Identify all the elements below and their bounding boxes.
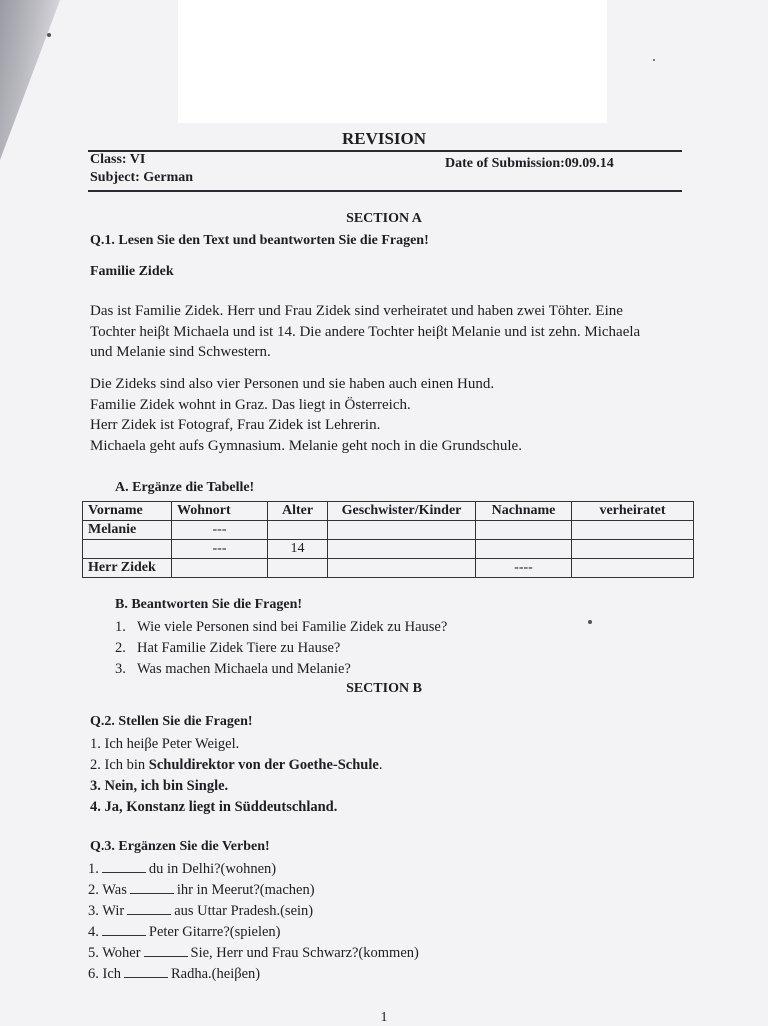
item-prefix: 5. Woher [88, 945, 141, 961]
paragraph-line: Die Zideks sind also vier Personen und sie haben auch einen Hund. [90, 376, 495, 392]
list-item [90, 734, 382, 755]
table-cell: ---- [476, 559, 572, 578]
fill-in-table [82, 501, 694, 578]
table-cell: --- [172, 521, 268, 540]
list-number: 2. [90, 757, 101, 773]
table-cell: 14 [268, 540, 328, 559]
q1-title: Q.1. Lesen Sie den Text und beantworten Sie die Fragen! [90, 233, 429, 248]
paragraph-line: Michaela geht aufs Gymnasium. Melanie geht noch in die Grundschule. [90, 437, 522, 454]
list-item [88, 922, 419, 943]
table-header-row [83, 502, 694, 521]
list-item [90, 776, 382, 797]
table-cell [268, 521, 328, 540]
table-header: Nachname [476, 502, 572, 521]
list-item [90, 755, 382, 776]
table-cell [572, 540, 694, 559]
paragraph-line: Das ist Familie Zidek. Herr und Frau Zidek sind verheiratet und haben zwei Töhter. Eine [90, 303, 623, 319]
part-b-questions [115, 617, 447, 680]
list-number: 1. [90, 736, 101, 752]
table-header: Alter [268, 502, 328, 521]
submission-date: Date of Submission:09.09.14 [445, 156, 614, 171]
subject-label: Subject: German [90, 170, 194, 185]
scan-speck [588, 620, 592, 624]
paragraph-line: Tochter heiβt Michaela und ist 14. Die andere Tochter heiβt Melanie und ist zehn. Michaela [90, 323, 641, 340]
answer-blank[interactable] [144, 944, 188, 957]
item-suffix: du in Delhi?(wohnen) [148, 861, 277, 877]
list-number: 3. [90, 778, 101, 794]
item-text: . [378, 757, 383, 773]
question-text: Was machen Michaela und Melanie? [137, 661, 351, 677]
item-text: Ich bin [104, 757, 149, 773]
item-text-bold: Nein, ich bin Single. [104, 778, 229, 794]
table-cell [328, 559, 476, 578]
list-number: 4. [90, 799, 101, 815]
header-rule-bottom [88, 190, 682, 192]
table-cell [476, 521, 572, 540]
table-cell: --- [172, 540, 268, 559]
list-item [90, 797, 382, 818]
redacted-area [178, 0, 607, 123]
list-number: 1. [115, 619, 126, 635]
table-cell [328, 540, 476, 559]
list-item [115, 617, 447, 638]
item-suffix: ihr in Meerut?(machen) [176, 882, 315, 898]
table-cell [83, 540, 172, 559]
list-number: 2. [115, 640, 126, 656]
item-suffix: Peter Gitarre?(spielen) [148, 924, 281, 940]
list-item [115, 659, 447, 680]
q3-items [88, 859, 419, 985]
table-cell [328, 521, 476, 540]
page-title: REVISION [341, 129, 427, 148]
table-cell [268, 559, 328, 578]
answer-blank[interactable] [102, 923, 146, 936]
list-item [88, 943, 419, 964]
item-suffix: aus Uttar Pradesh.(sein) [174, 903, 314, 919]
paragraph-line: Familie Zidek wohnt in Graz. Das liegt in Österreich. [90, 396, 411, 413]
question-text: Hat Familie Zidek Tiere zu Hause? [137, 640, 341, 656]
list-item [115, 638, 447, 659]
class-label: Class: VI [90, 152, 146, 167]
table-row [83, 521, 694, 540]
header-rule-top [88, 150, 682, 152]
section-b-heading: SECTION B [346, 681, 422, 696]
item-prefix: 1. [88, 861, 99, 877]
table-cell [172, 559, 268, 578]
table-header: Geschwister/Kinder [328, 502, 476, 521]
table-row [83, 540, 694, 559]
table-cell [476, 540, 572, 559]
q3-title: Q.3. Ergänzen Sie die Verben! [90, 839, 270, 854]
item-text-bold: Ja, Konstanz liegt in Süddeutschland. [104, 799, 338, 815]
q2-items [90, 734, 382, 818]
item-prefix: 2. Was [88, 882, 127, 898]
list-item [88, 859, 419, 880]
item-prefix: 3. Wir [88, 903, 125, 919]
list-item [88, 901, 419, 922]
item-suffix: Radha.(heiβen) [171, 966, 261, 982]
text-title: Familie Zidek [90, 264, 174, 279]
item-prefix: 4. [88, 924, 99, 940]
list-item [88, 880, 419, 901]
paragraph-1 [90, 301, 680, 363]
paragraph-line: und Melanie sind Schwestern. [90, 344, 271, 360]
question-text: Wie viele Personen sind bei Familie Zidek zu Hause? [137, 619, 448, 635]
part-a-title: A. Ergänze die Tabelle! [115, 480, 255, 495]
table-cell: Melanie [83, 521, 172, 540]
answer-blank[interactable] [130, 881, 174, 894]
part-b-title: B. Beantworten Sie die Fragen! [115, 597, 303, 612]
list-item [88, 964, 419, 985]
scan-speck [47, 33, 51, 37]
item-prefix: 6. Ich [88, 966, 122, 982]
list-number: 3. [115, 661, 126, 677]
table-header: verheiratet [572, 502, 694, 521]
answer-blank[interactable] [102, 860, 146, 873]
paragraph-2 [90, 374, 680, 456]
section-a-heading: SECTION A [346, 211, 422, 226]
item-text: Ich heiβe Peter Weigel. [104, 736, 240, 752]
answer-blank[interactable] [124, 965, 168, 978]
table-header: Wohnort [172, 502, 268, 521]
item-text-bold: Schuldirektor von der Goethe-Schule [148, 757, 379, 773]
scan-speck [653, 59, 655, 61]
table-cell [572, 559, 694, 578]
table-cell [572, 521, 694, 540]
item-suffix: Sie, Herr und Frau Schwarz?(kommen) [190, 945, 419, 961]
page-number: 1 [380, 1010, 388, 1025]
table-cell: Herr Zidek [83, 559, 172, 578]
answer-blank[interactable] [127, 902, 171, 915]
table-header: Vorname [83, 502, 172, 521]
q2-title: Q.2. Stellen Sie die Fragen! [90, 714, 253, 729]
paragraph-line: Herr Zidek ist Fotograf, Frau Zidek ist Lehrerin. [90, 417, 381, 433]
table-row [83, 559, 694, 578]
